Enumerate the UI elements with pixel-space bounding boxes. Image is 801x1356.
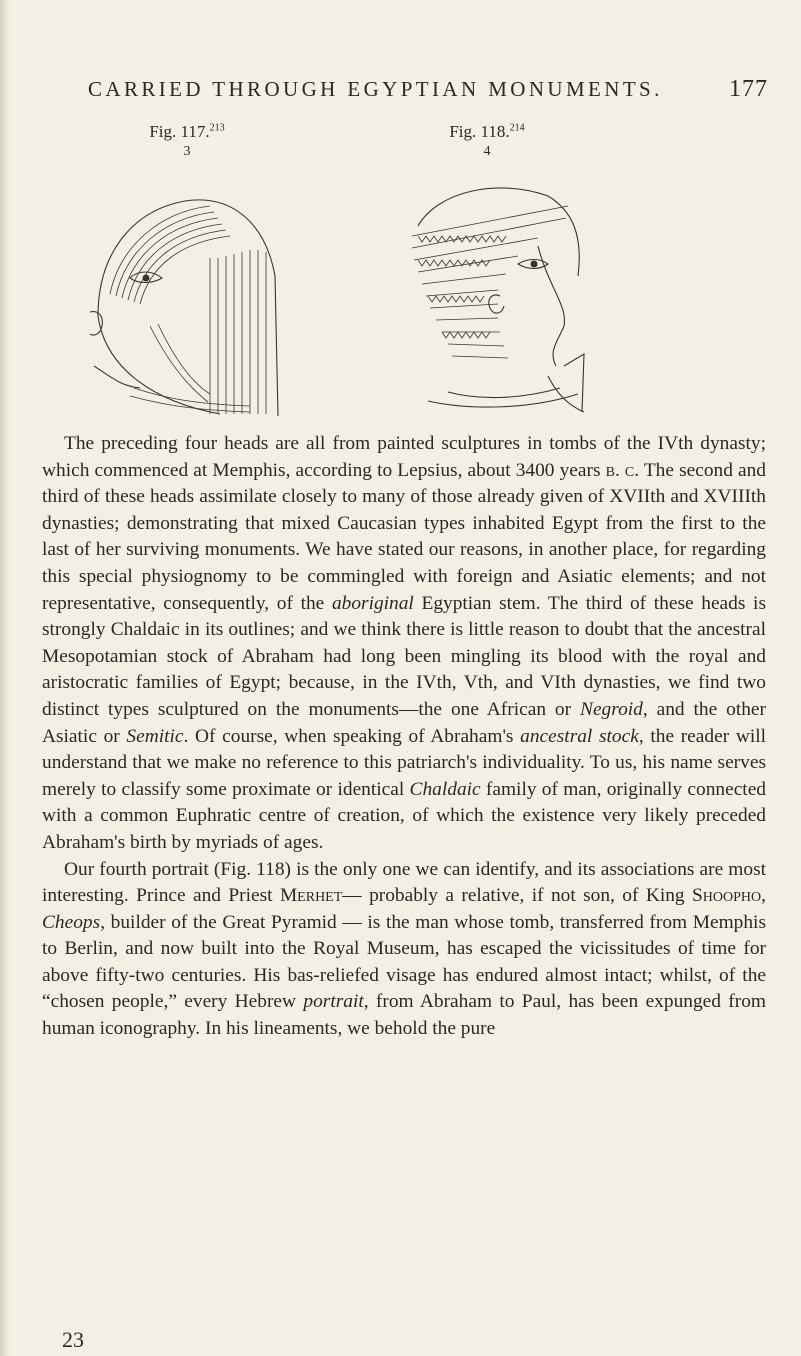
text-run: Egyptian stem. The third of these heads is strongly Chaldaic in its outlines; and we think there is little reason to doubt that the ancestral Mesopotamian stock of Abraham had long been mingling its blood with the royal and aristocratic families of Egypt; because, in the IVth, Vth, and VIth dynasties, we find two distinct types sculptured on the monuments—the one African or (42, 592, 766, 720)
italic-term: Cheops (42, 911, 101, 933)
text-run: , the reader will understand that we make no reference to this patriarch's individuality. To us, his name serves merely to classify some proximate or identical (42, 725, 766, 800)
text-run: , from Abraham to Paul, has been expunged from human iconography. In his lineaments, we behold the pure (42, 991, 766, 1040)
body-text (42, 431, 766, 1043)
running-head (88, 76, 768, 103)
small-caps-name: Shoopho (692, 885, 762, 907)
figure-117-label: Fig. 117. (149, 122, 210, 141)
figure-117-note-ref: 213 (209, 122, 225, 134)
text-run: The preceding four heads are all from painted sculptures in tombs of the IVth dynasty; which commenced at Memphis, according to Lepsius, about 3400 years (42, 433, 766, 481)
italic-term: portrait (303, 991, 364, 1013)
text-run: — probably a relative, if not son, of King (342, 885, 692, 907)
italic-term: aboriginal (331, 592, 414, 614)
figure-118-caption (432, 122, 542, 160)
italic-term: Chaldaic (409, 778, 481, 800)
figure-117-caption (132, 122, 242, 160)
text-run: The second and third of these heads assimilate closely to many of those already given of XVIIth and XVIIIth dynasties; demonstrating that mixed Caucasian types inhabited Egypt from the first to the last of her surviving monuments. We have stated our reasons, in another place, for regarding this special physiognomy to be commingled with foreign and Asiatic elements; and not representative, consequently, of the (42, 459, 767, 614)
page-edge-shadow (0, 0, 10, 1356)
head-profile-striped-wig-icon (90, 166, 290, 416)
text-run: family of man, originally connected with a common Euphratic centre of creation, of which the existence very likely preceded Abraham's birth by myriads of ages. (42, 778, 766, 853)
figure-118-note-ref: 214 (509, 122, 525, 134)
signature-mark: 23 (62, 1327, 84, 1352)
figure-117-number: 3 (183, 144, 191, 159)
figure-118-label: Fig. 118. (449, 122, 510, 141)
figure-118-number: 4 (483, 144, 491, 159)
text-run: . Of course, when speaking of Abraham's (183, 725, 521, 747)
italic-term: Negroid (580, 698, 643, 720)
italic-term: ancestral stock (520, 725, 639, 747)
head-profile-curled-wig-icon (388, 166, 588, 416)
paragraph-1 (42, 431, 766, 857)
era-abbreviation: b. c. (605, 459, 640, 481)
text-run: , builder of the Great Pyramid — is the man whose tomb, transferred from Memphis to Berlin, and now built into the Royal Museum, has escaped the vicissitudes of time for above fifty-two centuries. His bas-reliefed visage has endured almost intact; whilst, of the “chosen people,” every Hebrew (42, 911, 766, 1013)
small-caps-name: Merhet (279, 885, 343, 907)
text-run: , (761, 885, 766, 907)
text-run: Our fourth portrait (Fig. 118) is the only one we can identify, and its associations are most interesting. Prince and Priest (42, 858, 766, 907)
running-head-title: CARRIED THROUGH EGYPTIAN MONUMENTS. (88, 77, 663, 101)
italic-term: Semitic (126, 725, 184, 747)
page-number: 177 (729, 76, 768, 102)
paragraph-2 (42, 857, 766, 1043)
text-run: , and the other Asiatic or (42, 698, 766, 747)
